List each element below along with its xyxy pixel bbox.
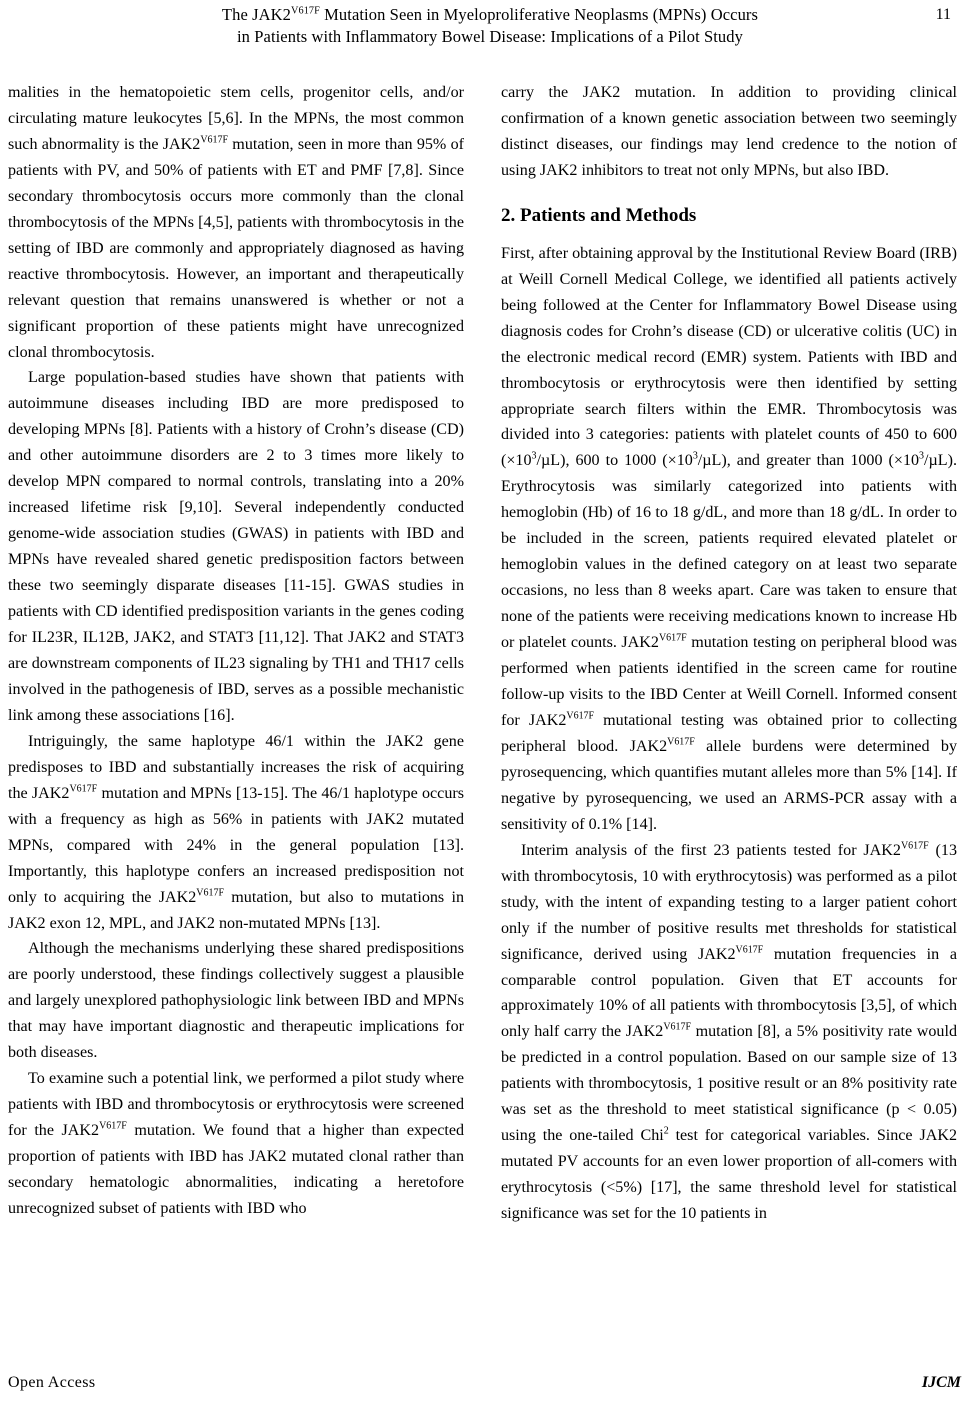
- paragraph: [501, 838, 957, 1227]
- running-head-line-2: in Patients with Inflammatory Bowel Disease: Implications of a Pilot Study: [236, 27, 743, 46]
- jak2-superscript: V617F: [196, 887, 224, 899]
- paragraph-continuation: [8, 80, 464, 365]
- paragraph: [8, 729, 464, 937]
- running-head-line-1: [150, 4, 830, 26]
- paragraph-continuation: carry the JAK2 mutation. In addition to providing clinical confirmation of a known genetic association between two seemingly distinct diseases, our findings may lend credence to the notion of using JAK2 inhibitors to treat not only MPNs, but also IBD.: [501, 84, 957, 179]
- paragraph: Although the mechanisms underlying these shared predispositions are poorly understood, these findings collectively suggest a plausible and largely unexplored pathophysiologic link between IBD and MPNs that may have important diagnostic and therapeutic implications for both diseases.: [8, 940, 464, 1062]
- chi-square-superscript: 2: [663, 1125, 669, 1137]
- jak2-superscript: V617F: [735, 944, 764, 956]
- paragraph-text: /µL), and greater than 1000 (×10: [697, 452, 920, 470]
- jak2-superscript: V617F: [99, 1120, 127, 1132]
- journal-abbreviation-label: IJCM: [921, 1374, 961, 1391]
- page-header: [0, 0, 969, 50]
- jak2-superscript: V617F: [663, 1022, 692, 1034]
- jak2-superscript: V617F: [658, 632, 687, 644]
- paragraph-text: Interim analysis of the first 23 patients tested for JAK2: [521, 841, 901, 859]
- section-heading-patients-and-methods: 2. Patients and Methods: [501, 204, 697, 226]
- running-head-text-a: The JAK2: [221, 5, 292, 24]
- paragraph-text: (13 with thrombocytosis, 10 with erythrocytosis) was performed as a pilot study, with the intent of expanding testing to a larger patient cohort only if the number of positive results met thresholds for statistical significance, derived using JAK2: [501, 841, 958, 963]
- paragraph-text: /µL), 600 to 1000 (×10: [536, 452, 693, 470]
- paragraph: [8, 1066, 464, 1222]
- jak2-superscript: V617F: [200, 134, 229, 146]
- paragraph-text: allele burdens were determined by pyrosequencing, which quantifies mutant alleles more than 5% [14]. If negative by pyrosequencing, we used an ARMS-PCR assay with a sensitivity of 0.1% [14].: [501, 737, 958, 833]
- jak2-superscript: V617F: [69, 783, 98, 795]
- paragraph-text: test for categorical variables. Since JAK2 mutated PV accounts for an even lower proportion of all-comers with erythrocytosis (<5%) [17], the same threshold level for statistical significance was set for the 10 patients in: [501, 1127, 957, 1223]
- paragraph-text: mutation testing on peripheral blood was performed when patients identified in the screen came for routine follow-up visits to the IBD Center at Weill Cornell. Informed consent for JAK2: [501, 634, 957, 729]
- open-access-label: Open Access: [8, 1374, 96, 1391]
- exponent-superscript: 3: [919, 451, 925, 463]
- running-head-title: [150, 4, 830, 48]
- running-head-text-b: Mutation Seen in Myeloproliferative Neoplasms (MPNs) Occurs: [319, 5, 759, 24]
- paragraph-text: mutation, but also to mutations in JAK2 exon 12, MPL, and JAK2 non-mutated MPNs [13].: [8, 888, 464, 932]
- paragraph-text: mutation and MPNs [13-15]. The 46/1 haplotype occurs with a frequency as high as 56% in patients with JAK2 mutated MPNs, compared with 24% in the general population [13]. Importantly, this haplotype confers an increased predisposition not only to acquiring the JAK2: [8, 784, 464, 906]
- paragraph-text: mutation frequencies in a comparable control population. Given that ET accounts for approximately 10% of all patients with thrombocytosis [3,5], of which only half carry the JAK2: [501, 945, 957, 1041]
- paragraph-text: mutation [8], a 5% positivity rate would be predicted in a control population. Based on our sample size of 13 patients with thrombocytosis, 1 positive result or an 8% positivity rate was set as the threshold to meet statistical significance (p < 0.05) using the one-tailed Chi: [501, 1023, 957, 1145]
- exponent-superscript: 3: [692, 451, 698, 463]
- paragraph-text: Intriguingly, the same haplotype 46/1 within the JAK2 gene predisposes to IBD and substantially increases the risk of acquiring the JAK2: [8, 732, 464, 802]
- running-head-superscript: V617F: [291, 5, 320, 17]
- paragraph-text: malities in the hematopoietic stem cells, progenitor cells, and/or circulating mature leukocytes [5,6]. In the MPNs, the most common such abnormality is the JAK2: [8, 84, 464, 153]
- page-number: 11: [935, 6, 951, 23]
- jak2-superscript: V617F: [566, 710, 595, 722]
- page-footer: [0, 1374, 969, 1404]
- paragraph: [501, 241, 957, 838]
- paragraph-text: mutational testing was obtained prior to collecting peripheral blood. JAK2: [501, 711, 957, 755]
- jak2-superscript: V617F: [667, 736, 695, 748]
- exponent-superscript: 3: [531, 451, 537, 463]
- jak2-superscript: V617F: [900, 840, 929, 852]
- left-text-column: [8, 80, 464, 1350]
- two-column-body: [8, 80, 961, 1350]
- paragraph-text: mutation, seen in more than 95% of patients with PV, and 50% of patients with ET and PMF [7,8]. Since secondary thrombocytosis occurs more commonly than the clonal thrombocytosis of the MPNs [4,5], patients with thrombocytosis in the setting of IBD are commonly and appropriately diagnosed as having reactive thrombocytosis. However, an important and therapeutically relevant question that remains unanswered is whether or not a significant proportion of these patients might have unrecognized clonal thrombocytosis.: [8, 135, 465, 361]
- right-text-column: [501, 80, 957, 1350]
- paragraph-text: mutation. We found that a higher than expected proportion of patients with IBD has JAK2 mutated clonal rather than secondary hematologic abnormalities, indicating a heretofore unrecognized subset of patients with IBD who: [8, 1122, 465, 1217]
- paragraph-text: /µL). Erythrocytosis was similarly categorized into patients with hemoglobin (Hb) of 16 to 18 g/dL, and more than 18 g/dL. In order to be included in the screen, patients required elevated platelet or hemoglobin values in the defined category on at least two separate occasions, no less than 8 weeks apart. Care was taken to ensure that none of the patients were receiving medications known to increase Hb or platelet counts. JAK2: [501, 452, 957, 652]
- paragraph: Large population-based studies have shown that patients with autoimmune diseases including IBD are more predisposed to developing MPNs [8]. Patients with a history of Crohn’s disease (CD) and other autoimmune disorders are 2 to 3 times more likely to develop MPN compared to normal controls, translating into a 20% increased lifetime risk [9,10]. Several independently conducted genome-wide association studies (GWAS) in patients with IBD and MPNs have revealed shared genetic predisposition factors between these two seemingly disparate diseases [11-15]. GWAS studies in patients with CD identified predisposition variants in the genes coding for IL23R, IL12B, JAK2, and STAT3 [11,12]. That JAK2 and STAT3 are downstream components of IL23 signaling by TH1 and TH17 cells involved in the pathogenesis of IBD, serves as a possible mechanistic link among these associations [16].: [8, 369, 464, 724]
- paragraph-text: First, after obtaining approval by the Institutional Review Board (IRB) at Weill Cornell Medical College, we identified all patients actively being followed at the Center for Inflammatory Bowel Disease using diagnosis codes for Crohn’s disease (CD) or ulcerative colitis (UC) in the electronic medical record (EMR) system. Patients with IBD and thrombocytosis or erythrocytosis were then identified by setting appropriate search filters within the EMR. Thrombocytosis was divided into 3 categories: patients with platelet counts of 450 to 600 (×10: [501, 244, 957, 470]
- paragraph-text: To examine such a potential link, we performed a pilot study where patients with IBD and thrombocytosis or erythrocytosis were screened for the JAK2: [8, 1070, 464, 1140]
